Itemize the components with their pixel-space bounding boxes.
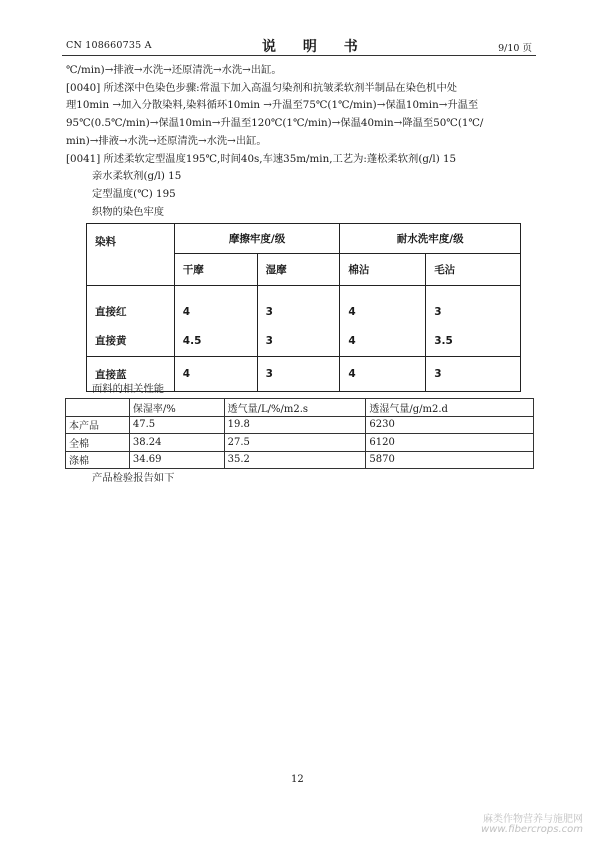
paragraph-0041-line-1: [0041] 所述柔软定型温度195℃,时间40s,车速35m/min,工艺为:蓬松柔软剂(g/l) 15 xyxy=(66,153,457,165)
table-cell: 47.5 xyxy=(129,416,224,434)
table-cell: 4 xyxy=(182,306,191,318)
fastness-caption: 织物的染色牢度 xyxy=(92,206,165,218)
wool-stain-cell xyxy=(426,286,521,357)
paragraph-0040-line-3: 95℃(0.5℃/min)→保温10min→升温至120℃(1℃/min)→保温40min→降温至50℃(1℃/ xyxy=(66,117,484,129)
watermark-url: www.fibercrops.com xyxy=(481,824,583,835)
header-dye: 染料 xyxy=(87,224,175,286)
table-row xyxy=(66,451,534,469)
closing-line: 产品检验报告如下 xyxy=(92,472,175,484)
table-row xyxy=(66,416,534,434)
table-cell: 4 xyxy=(348,335,356,347)
fabric-table xyxy=(65,398,534,469)
header-wash-fastness: 耐水洗牢度/级 xyxy=(340,224,521,254)
dye-name-blue: 直接蓝 xyxy=(87,357,175,392)
table-cell: 6230 xyxy=(366,416,534,434)
header-cotton-stain: 棉沾 xyxy=(340,254,426,286)
wet-rub-cell xyxy=(257,286,340,357)
column-header: 透气量/L/%/m2.s xyxy=(224,399,366,417)
table-cell: 涤棉 xyxy=(66,451,130,469)
paragraph-0040-line-1: [0040] 所述深中色染色步骤:常温下加入高温匀染剂和抗皱柔软剂半制品在染色机中处 xyxy=(66,82,458,94)
dye-names-cell xyxy=(87,286,175,357)
table-cell: 35.2 xyxy=(224,451,366,469)
watermark-text: 麻类作物营养与施肥网 xyxy=(483,814,583,825)
fabric-caption: 面料的相关性能 xyxy=(92,383,165,395)
softener-line: 亲水柔软剂(g/l) 15 xyxy=(92,170,182,182)
dye-name-yellow: 直接黄 xyxy=(95,335,127,347)
column-header: 保湿率/% xyxy=(129,399,224,417)
paragraph-0040-line-2: 理10min →加入分散染料,染料循环10min →升温至75℃(1℃/min)→保温10min→升温至 xyxy=(66,99,479,111)
table-cell: 38.24 xyxy=(129,434,224,452)
column-header: 透湿气量/g/m2.d xyxy=(366,399,534,417)
column-header xyxy=(66,399,130,417)
header-rub-fastness: 摩擦牢度/级 xyxy=(174,224,340,254)
patent-number: CN 108660735 A xyxy=(66,40,152,51)
setting-temp-line: 定型温度(℃) 195 xyxy=(92,188,176,200)
dye-name-red: 直接红 xyxy=(95,306,127,318)
table-cell: 4.5 xyxy=(182,335,202,347)
table-cell: 4 xyxy=(348,306,356,318)
fastness-table xyxy=(86,223,521,392)
table-cell: 27.5 xyxy=(224,434,366,452)
table-cell: 19.8 xyxy=(224,416,366,434)
table-cell: 4 xyxy=(174,357,257,392)
page-of-total: 9/10 页 xyxy=(498,43,532,54)
table-header-row xyxy=(66,399,534,417)
table-cell: 本产品 xyxy=(66,416,130,434)
header-dry-rub: 干摩 xyxy=(174,254,257,286)
table-cell: 5870 xyxy=(366,451,534,469)
header-rule xyxy=(62,55,536,56)
table-cell: 34.69 xyxy=(129,451,224,469)
table-cell: 6120 xyxy=(366,434,534,452)
table-cell: 3 xyxy=(265,306,273,318)
header-wet-rub: 湿摩 xyxy=(257,254,340,286)
body-line-1: ℃/min)→排液→水洗→还原清洗→水洗→出缸。 xyxy=(66,64,282,76)
table-cell: 3 xyxy=(426,357,521,392)
header-wool-stain: 毛沾 xyxy=(426,254,521,286)
table-cell: 4 xyxy=(340,357,426,392)
cotton-stain-cell xyxy=(340,286,426,357)
dry-rub-cell xyxy=(174,286,257,357)
table-row xyxy=(66,434,534,452)
table-cell: 3 xyxy=(257,357,340,392)
table-cell: 3 xyxy=(265,335,273,347)
paragraph-0040-line-4: min)→排液→水洗→还原清洗→水洗→出缸。 xyxy=(66,135,267,147)
table-cell: 3 xyxy=(434,306,442,318)
document-title: 说 明 书 xyxy=(262,39,369,55)
table-cell: 全棉 xyxy=(66,434,130,452)
page-number: 12 xyxy=(291,774,304,785)
table-cell: 3.5 xyxy=(434,335,453,347)
